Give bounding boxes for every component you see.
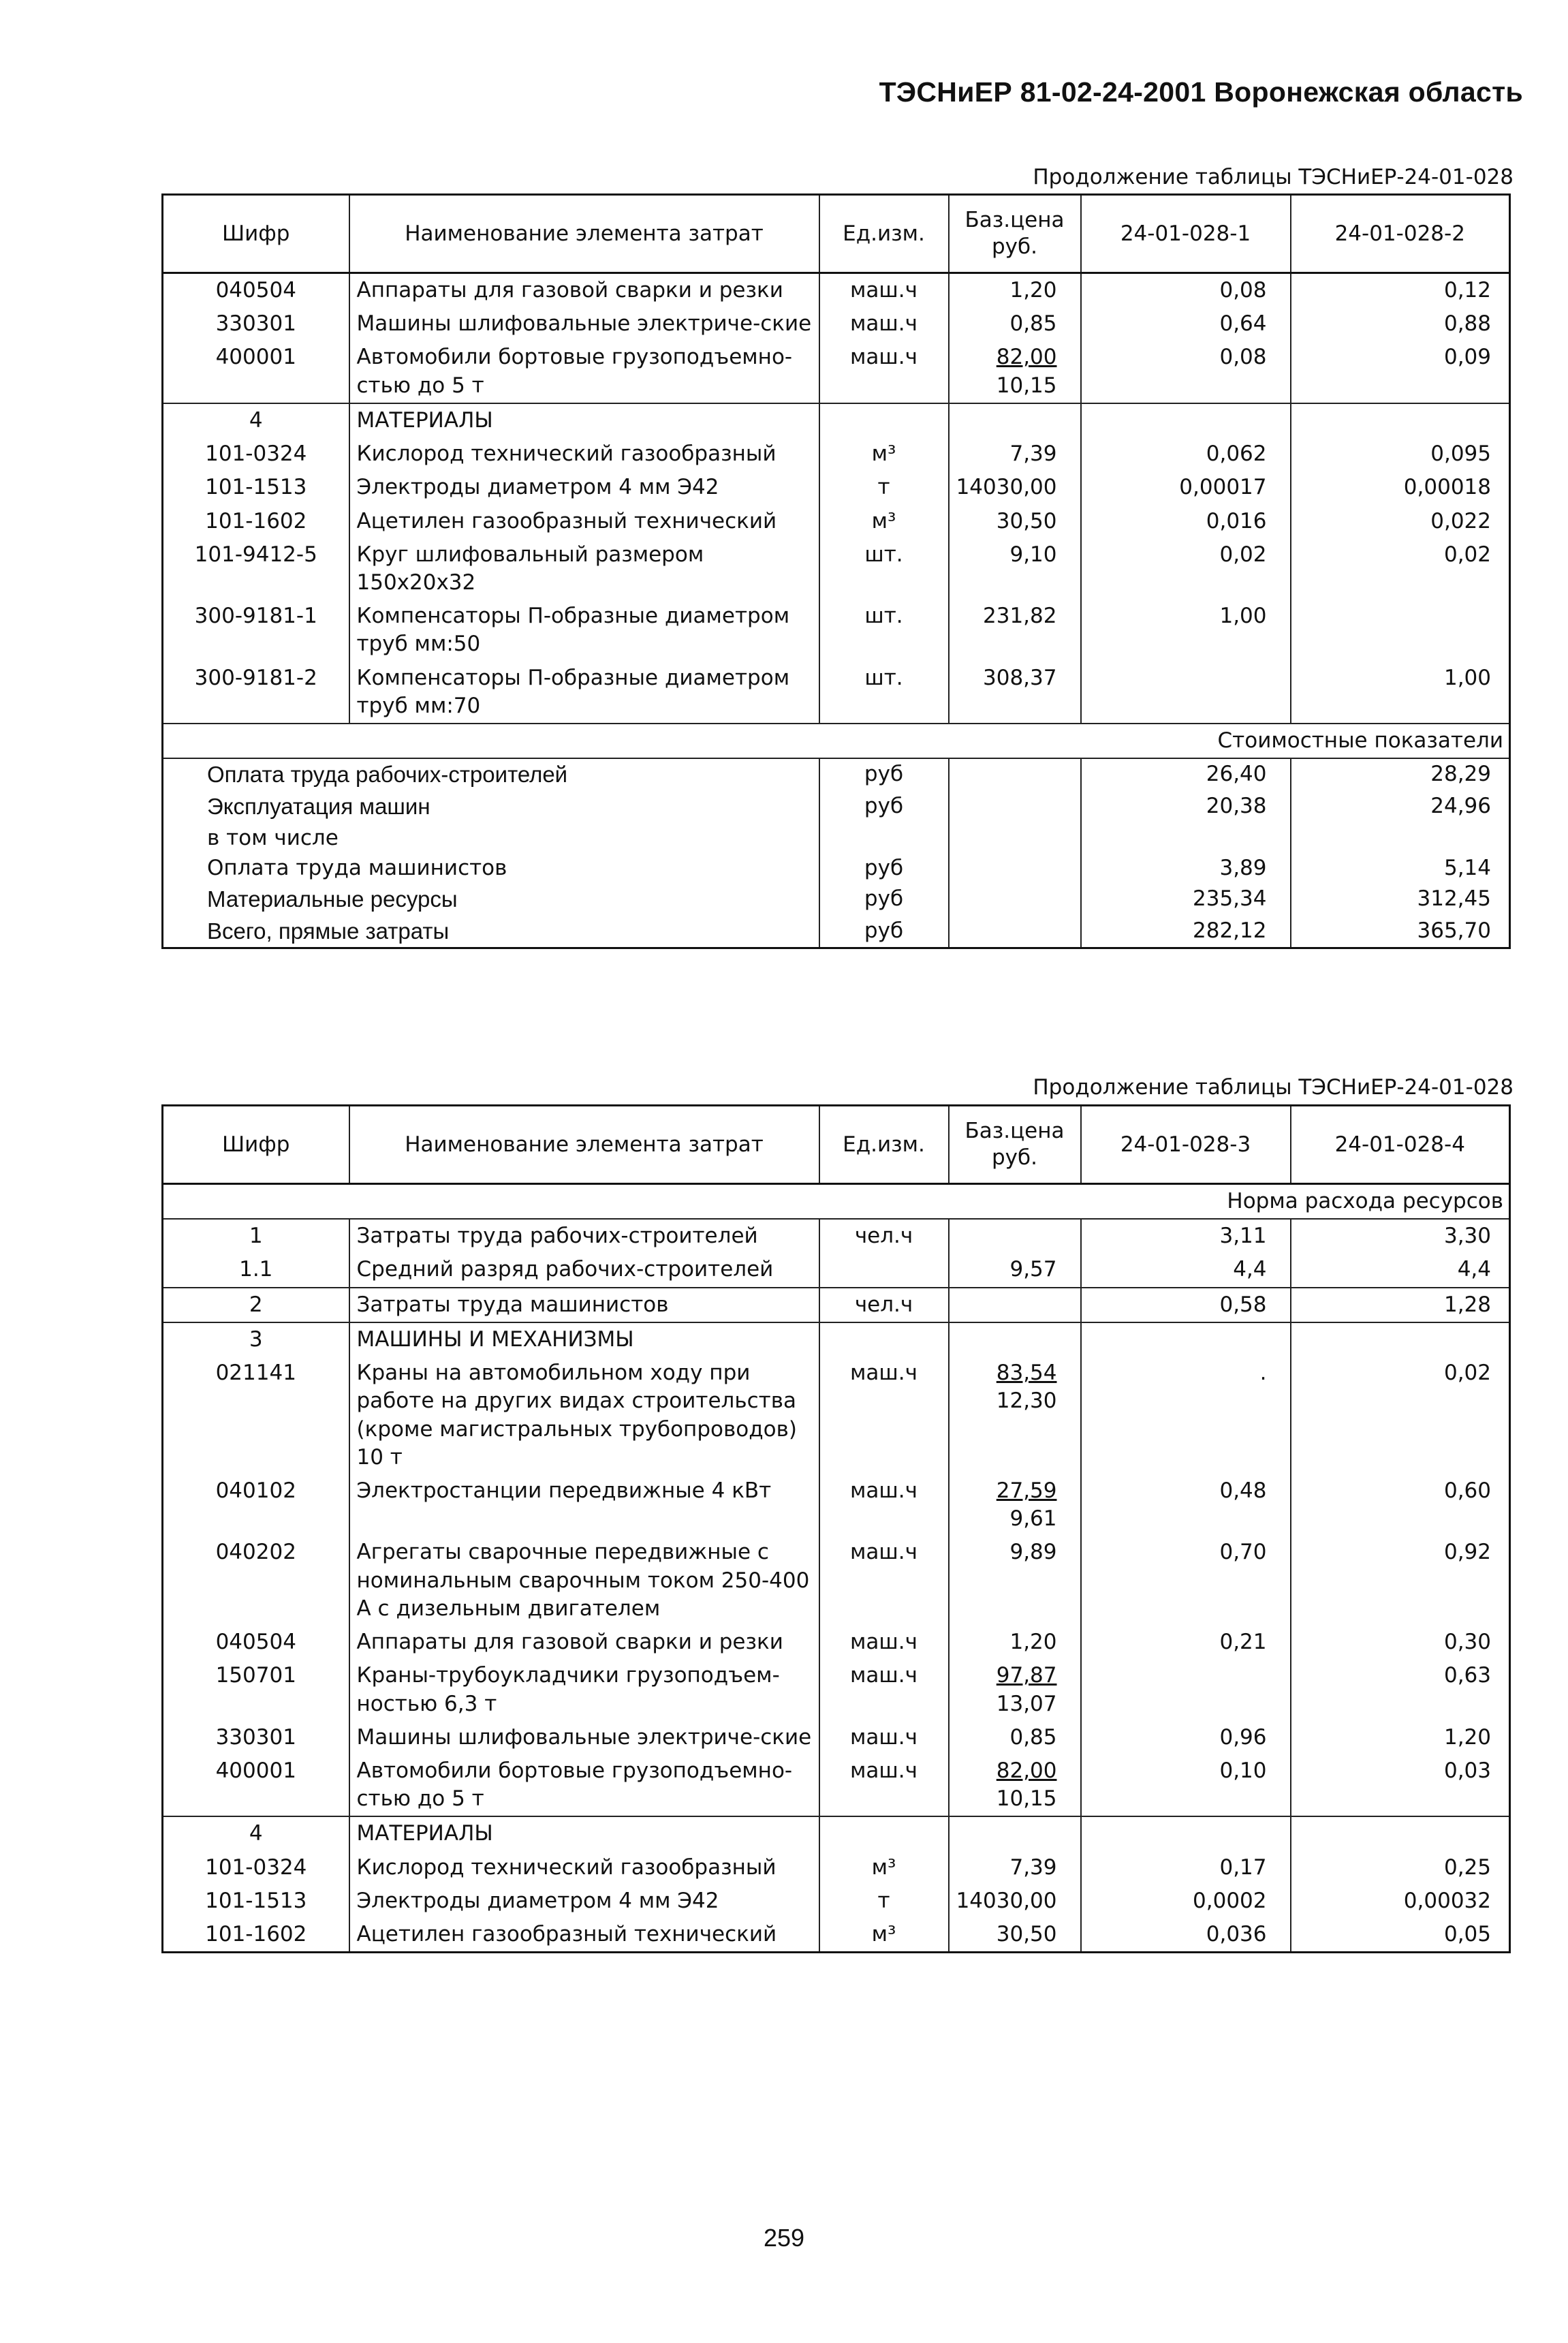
price-value-secondary: 9,61 bbox=[1009, 1506, 1057, 1532]
row-name: Электростанции передвижные 4 кВт bbox=[349, 1474, 819, 1536]
row-code: 101-1513 bbox=[163, 471, 349, 504]
table-row bbox=[163, 600, 1510, 661]
row-value-2: 1,00 bbox=[1291, 662, 1510, 724]
price-value-secondary: 12,30 bbox=[996, 1388, 1057, 1414]
summary-name: в том числе bbox=[163, 823, 819, 853]
row-name: Компенсаторы П-образные диаметром труб мм:70 bbox=[349, 662, 819, 724]
summary-price bbox=[949, 758, 1081, 791]
row-value-2: 0,00032 bbox=[1291, 1884, 1510, 1918]
row-code: 040504 bbox=[163, 273, 349, 308]
row-value-2: 0,022 bbox=[1291, 505, 1510, 538]
row-value-2: 3,30 bbox=[1291, 1219, 1510, 1253]
row-unit: маш.ч bbox=[819, 1626, 949, 1659]
summary-row bbox=[163, 791, 1510, 823]
row-value-2 bbox=[1291, 600, 1510, 661]
row-value-2: 0,25 bbox=[1291, 1851, 1510, 1884]
row-value-1 bbox=[1081, 403, 1291, 437]
summary-price bbox=[949, 823, 1081, 853]
table-row bbox=[163, 437, 1510, 471]
row-unit: м³ bbox=[819, 1918, 949, 1953]
row-unit: т bbox=[819, 471, 949, 504]
table-row bbox=[163, 1322, 1510, 1356]
summary-price bbox=[949, 916, 1081, 948]
summary-value-1: 3,89 bbox=[1081, 853, 1291, 883]
row-value-1: 0,08 bbox=[1081, 341, 1291, 403]
summary-name: Оплата труда рабочих-строителей bbox=[163, 758, 819, 791]
row-price bbox=[949, 1721, 1081, 1754]
row-unit: чел.ч bbox=[819, 1288, 949, 1322]
row-code: 150701 bbox=[163, 1659, 349, 1720]
row-value-2: 1,28 bbox=[1291, 1288, 1510, 1322]
row-value-1: 0,02 bbox=[1081, 538, 1291, 600]
row-value-2 bbox=[1291, 403, 1510, 437]
table1-header-row bbox=[163, 195, 1510, 273]
row-value-1 bbox=[1081, 1659, 1291, 1720]
row-code: 101-1513 bbox=[163, 1884, 349, 1918]
row-unit: шт. bbox=[819, 662, 949, 724]
row-unit bbox=[819, 1253, 949, 1287]
row-price bbox=[949, 1884, 1081, 1918]
summary-value-1: 20,38 bbox=[1081, 791, 1291, 823]
price-value: 308,37 bbox=[983, 665, 1057, 690]
row-code: 400001 bbox=[163, 1754, 349, 1816]
col-header-code: Шифр bbox=[163, 195, 349, 273]
row-code: 101-9412-5 bbox=[163, 538, 349, 600]
summary-row bbox=[163, 916, 1510, 948]
price-value: 9,10 bbox=[1009, 542, 1057, 567]
table-row bbox=[163, 1288, 1510, 1322]
row-price bbox=[949, 1851, 1081, 1884]
summary-value-2: 365,70 bbox=[1291, 916, 1510, 948]
row-name: Краны-трубоукладчики грузоподъем-ностью 6,3 т bbox=[349, 1659, 819, 1720]
row-code: 4 bbox=[163, 1816, 349, 1850]
table-row bbox=[163, 1659, 1510, 1720]
row-value-1: 0,10 bbox=[1081, 1754, 1291, 1816]
row-unit: м³ bbox=[819, 1851, 949, 1884]
row-name: Автомобили бортовые грузоподъемно-стью до 5 т bbox=[349, 341, 819, 403]
row-value-2: 0,88 bbox=[1291, 307, 1510, 341]
row-price bbox=[949, 1754, 1081, 1816]
price-value: 9,89 bbox=[1009, 1540, 1057, 1565]
row-unit: м³ bbox=[819, 505, 949, 538]
row-name: Агрегаты сварочные передвижные с номинальным сварочным током 250-400 А с дизельным двигателем bbox=[349, 1536, 819, 1626]
row-value-1: 0,08 bbox=[1081, 273, 1291, 308]
price-value: 0,85 bbox=[1009, 1724, 1057, 1750]
col-header-unit: Ед.изм. bbox=[819, 195, 949, 273]
row-price bbox=[949, 1322, 1081, 1356]
row-value-1: 0,58 bbox=[1081, 1288, 1291, 1322]
table1-summary-body bbox=[163, 758, 1510, 948]
summary-unit: руб bbox=[819, 916, 949, 948]
row-code: 300-9181-1 bbox=[163, 600, 349, 661]
band-label: Норма расхода ресурсов bbox=[163, 1184, 1510, 1220]
row-unit: т bbox=[819, 1884, 949, 1918]
table2-body bbox=[163, 1219, 1510, 1953]
row-code: 400001 bbox=[163, 341, 349, 403]
price-value-secondary: 10,15 bbox=[996, 1786, 1057, 1812]
price-value: 0,85 bbox=[1009, 311, 1057, 337]
row-value-1 bbox=[1081, 1322, 1291, 1356]
table-row bbox=[163, 1626, 1510, 1659]
row-code: 040202 bbox=[163, 1536, 349, 1626]
row-price bbox=[949, 1816, 1081, 1850]
col-header-name: Наименование элемента затрат bbox=[349, 195, 819, 273]
summary-row bbox=[163, 758, 1510, 791]
summary-name: Эксплуатация машин bbox=[163, 791, 819, 823]
row-value-1: 0,64 bbox=[1081, 307, 1291, 341]
price-value-secondary: 13,07 bbox=[996, 1691, 1057, 1716]
table-row bbox=[163, 273, 1510, 308]
row-value-2: 0,09 bbox=[1291, 341, 1510, 403]
summary-unit bbox=[819, 823, 949, 853]
row-price bbox=[949, 1219, 1081, 1253]
price-value: 83,54 bbox=[996, 1361, 1057, 1386]
row-value-1: 0,96 bbox=[1081, 1721, 1291, 1754]
summary-price bbox=[949, 853, 1081, 883]
row-unit: маш.ч bbox=[819, 273, 949, 308]
page-number: 259 bbox=[763, 2224, 805, 2252]
row-unit: маш.ч bbox=[819, 1721, 949, 1754]
row-unit: маш.ч bbox=[819, 307, 949, 341]
table-row bbox=[163, 341, 1510, 403]
table-row bbox=[163, 1918, 1510, 1953]
row-unit: маш.ч bbox=[819, 1474, 949, 1536]
row-value-1: 0,0002 bbox=[1081, 1884, 1291, 1918]
summary-row bbox=[163, 853, 1510, 883]
summary-price bbox=[949, 791, 1081, 823]
row-value-2: 0,02 bbox=[1291, 1356, 1510, 1474]
summary-value-2 bbox=[1291, 823, 1510, 853]
row-unit: шт. bbox=[819, 538, 949, 600]
summary-name: Всего, прямые затраты bbox=[163, 916, 819, 948]
price-value: 1,20 bbox=[1009, 278, 1057, 302]
summary-value-1 bbox=[1081, 823, 1291, 853]
row-code: 2 bbox=[163, 1288, 349, 1322]
row-name: Аппараты для газовой сварки и резки bbox=[349, 1626, 819, 1659]
col-header-v1: 24-01-028-3 bbox=[1081, 1106, 1291, 1184]
row-price bbox=[949, 1288, 1081, 1322]
row-value-1: 0,70 bbox=[1081, 1536, 1291, 1626]
row-value-2: 0,05 bbox=[1291, 1918, 1510, 1953]
summary-name: Оплата труда машинистов bbox=[163, 853, 819, 883]
row-price bbox=[949, 662, 1081, 724]
resource-table-1 bbox=[161, 193, 1511, 949]
col-header-price: Баз.цена руб. bbox=[949, 195, 1081, 273]
row-value-1 bbox=[1081, 662, 1291, 724]
row-code: 101-0324 bbox=[163, 437, 349, 471]
row-code: 021141 bbox=[163, 1356, 349, 1474]
row-name: МАТЕРИАЛЫ bbox=[349, 1816, 819, 1850]
table-row bbox=[163, 471, 1510, 504]
table2-caption: Продолжение таблицы ТЭСНиЕР-24-01-028 bbox=[1033, 1075, 1514, 1100]
table-row bbox=[163, 1851, 1510, 1884]
row-name: Машины шлифовальные электриче-ские bbox=[349, 1721, 819, 1754]
col-header-v2: 24-01-028-4 bbox=[1291, 1106, 1510, 1184]
row-value-1: 1,00 bbox=[1081, 600, 1291, 661]
row-code: 101-1602 bbox=[163, 505, 349, 538]
table1-caption: Продолжение таблицы ТЭСНиЕР-24-01-028 bbox=[1033, 165, 1514, 189]
row-value-2: 0,92 bbox=[1291, 1536, 1510, 1626]
table-row bbox=[163, 1219, 1510, 1253]
row-value-2: 0,02 bbox=[1291, 538, 1510, 600]
table1-summary bbox=[163, 724, 1510, 758]
price-value: 9,57 bbox=[1009, 1257, 1057, 1282]
summary-value-2: 24,96 bbox=[1291, 791, 1510, 823]
row-price bbox=[949, 1659, 1081, 1720]
summary-row bbox=[163, 884, 1510, 916]
row-code: 1 bbox=[163, 1219, 349, 1253]
row-name: Автомобили бортовые грузоподъемно-стью до 5 т bbox=[349, 1754, 819, 1816]
row-name: Краны на автомобильном ходу при работе на других видах строительства (кроме магистральных трубопроводов) 10 т bbox=[349, 1356, 819, 1474]
row-value-1: 0,016 bbox=[1081, 505, 1291, 538]
row-name: Кислород технический газообразный bbox=[349, 1851, 819, 1884]
row-value-1 bbox=[1081, 1816, 1291, 1850]
row-price bbox=[949, 1356, 1081, 1474]
col-header-code: Шифр bbox=[163, 1106, 349, 1184]
row-unit: маш.ч bbox=[819, 341, 949, 403]
table-row bbox=[163, 1816, 1510, 1850]
row-code: 040102 bbox=[163, 1474, 349, 1536]
row-value-2: 0,095 bbox=[1291, 437, 1510, 471]
row-unit: маш.ч bbox=[819, 1536, 949, 1626]
price-value: 14030,00 bbox=[956, 475, 1057, 500]
row-unit: м³ bbox=[819, 437, 949, 471]
row-price bbox=[949, 1474, 1081, 1536]
price-value: 82,00 bbox=[996, 345, 1057, 370]
row-value-1: 0,48 bbox=[1081, 1474, 1291, 1536]
price-value: 1,20 bbox=[1009, 1630, 1057, 1655]
row-value-1: 0,062 bbox=[1081, 437, 1291, 471]
row-price bbox=[949, 341, 1081, 403]
summary-row bbox=[163, 823, 1510, 853]
table1-body bbox=[163, 273, 1510, 724]
summary-unit: руб bbox=[819, 758, 949, 791]
row-code: 3 bbox=[163, 1322, 349, 1356]
table-row bbox=[163, 403, 1510, 437]
row-value-2: 0,03 bbox=[1291, 1754, 1510, 1816]
row-value-1: . bbox=[1081, 1356, 1291, 1474]
row-price bbox=[949, 403, 1081, 437]
row-price bbox=[949, 1536, 1081, 1626]
summary-value-2: 5,14 bbox=[1291, 853, 1510, 883]
row-code: 101-0324 bbox=[163, 1851, 349, 1884]
row-price bbox=[949, 600, 1081, 661]
row-name: Средний разряд рабочих-строителей bbox=[349, 1253, 819, 1287]
summary-value-1: 26,40 bbox=[1081, 758, 1291, 791]
row-price bbox=[949, 1626, 1081, 1659]
row-code: 1.1 bbox=[163, 1253, 349, 1287]
row-value-2 bbox=[1291, 1322, 1510, 1356]
table-row bbox=[163, 662, 1510, 724]
price-value: 231,82 bbox=[983, 604, 1057, 629]
table-row bbox=[163, 307, 1510, 341]
row-code: 4 bbox=[163, 403, 349, 437]
row-value-2: 0,30 bbox=[1291, 1626, 1510, 1659]
row-name: МАТЕРИАЛЫ bbox=[349, 403, 819, 437]
price-value: 7,39 bbox=[1009, 1855, 1057, 1880]
band-label: Стоимостные показатели bbox=[163, 724, 1510, 758]
col-header-price: Баз.цена руб. bbox=[949, 1106, 1081, 1184]
row-price bbox=[949, 505, 1081, 538]
row-name: Ацетилен газообразный технический bbox=[349, 505, 819, 538]
summary-price bbox=[949, 884, 1081, 916]
col-header-v1: 24-01-028-1 bbox=[1081, 195, 1291, 273]
table-row bbox=[163, 1536, 1510, 1626]
price-value: 14030,00 bbox=[956, 1888, 1057, 1913]
row-price bbox=[949, 307, 1081, 341]
price-value: 30,50 bbox=[996, 1922, 1057, 1947]
row-value-1: 0,21 bbox=[1081, 1626, 1291, 1659]
row-value-2 bbox=[1291, 1816, 1510, 1850]
row-unit bbox=[819, 1322, 949, 1356]
row-value-2: 0,00018 bbox=[1291, 471, 1510, 504]
row-value-1: 0,17 bbox=[1081, 1851, 1291, 1884]
row-price bbox=[949, 471, 1081, 504]
row-name: Электроды диаметром 4 мм Э42 bbox=[349, 471, 819, 504]
row-name: МАШИНЫ И МЕХАНИЗМЫ bbox=[349, 1322, 819, 1356]
row-name: Ацетилен газообразный технический bbox=[349, 1918, 819, 1953]
row-code: 040504 bbox=[163, 1626, 349, 1659]
summary-unit: руб bbox=[819, 884, 949, 916]
row-code: 101-1602 bbox=[163, 1918, 349, 1953]
row-code: 300-9181-2 bbox=[163, 662, 349, 724]
summary-unit: руб bbox=[819, 853, 949, 883]
row-name: Машины шлифовальные электриче-ские bbox=[349, 307, 819, 341]
table-row bbox=[163, 1884, 1510, 1918]
table2-band bbox=[163, 1184, 1510, 1220]
price-value: 97,87 bbox=[996, 1663, 1057, 1688]
price-value: 27,59 bbox=[996, 1478, 1057, 1503]
row-name: Аппараты для газовой сварки и резки bbox=[349, 273, 819, 308]
summary-value-2: 312,45 bbox=[1291, 884, 1510, 916]
row-unit bbox=[819, 1816, 949, 1850]
row-unit: маш.ч bbox=[819, 1356, 949, 1474]
table-row bbox=[163, 1253, 1510, 1287]
row-unit: маш.ч bbox=[819, 1659, 949, 1720]
table-row bbox=[163, 1356, 1510, 1474]
summary-unit: руб bbox=[819, 791, 949, 823]
row-name: Электроды диаметром 4 мм Э42 bbox=[349, 1884, 819, 1918]
table1-band-row bbox=[163, 724, 1510, 758]
row-value-1: 0,00017 bbox=[1081, 471, 1291, 504]
table-row bbox=[163, 505, 1510, 538]
document-header: ТЭСНиЕР 81-02-24-2001 Воронежская область bbox=[879, 76, 1523, 108]
row-value-2: 0,12 bbox=[1291, 273, 1510, 308]
summary-value-1: 282,12 bbox=[1081, 916, 1291, 948]
col-header-unit: Ед.изм. bbox=[819, 1106, 949, 1184]
row-unit: маш.ч bbox=[819, 1754, 949, 1816]
row-code: 330301 bbox=[163, 307, 349, 341]
row-value-1: 4,4 bbox=[1081, 1253, 1291, 1287]
col-header-v2: 24-01-028-2 bbox=[1291, 195, 1510, 273]
row-unit bbox=[819, 403, 949, 437]
table-row bbox=[163, 1754, 1510, 1816]
resource-table-2 bbox=[161, 1104, 1511, 1953]
price-value-secondary: 10,15 bbox=[996, 373, 1057, 398]
table2-header-row bbox=[163, 1106, 1510, 1184]
row-price bbox=[949, 1918, 1081, 1953]
row-value-2: 4,4 bbox=[1291, 1253, 1510, 1287]
row-value-1: 3,11 bbox=[1081, 1219, 1291, 1253]
row-value-2: 0,60 bbox=[1291, 1474, 1510, 1536]
table2-band-row bbox=[163, 1184, 1510, 1220]
row-price bbox=[949, 273, 1081, 308]
summary-name: Материальные ресурсы bbox=[163, 884, 819, 916]
row-price bbox=[949, 437, 1081, 471]
table-row bbox=[163, 538, 1510, 600]
row-name: Затраты труда машинистов bbox=[349, 1288, 819, 1322]
row-value-1: 0,036 bbox=[1081, 1918, 1291, 1953]
row-name: Кислород технический газообразный bbox=[349, 437, 819, 471]
col-header-name: Наименование элемента затрат bbox=[349, 1106, 819, 1184]
price-value: 82,00 bbox=[996, 1758, 1057, 1783]
price-value: 30,50 bbox=[996, 508, 1057, 533]
row-price bbox=[949, 1253, 1081, 1287]
row-value-2: 1,20 bbox=[1291, 1721, 1510, 1754]
row-unit: чел.ч bbox=[819, 1219, 949, 1253]
price-value: 7,39 bbox=[1009, 441, 1057, 467]
summary-value-2: 28,29 bbox=[1291, 758, 1510, 791]
row-name: Круг шлифовальный размером 150x20x32 bbox=[349, 538, 819, 600]
row-price bbox=[949, 538, 1081, 600]
row-value-2: 0,63 bbox=[1291, 1659, 1510, 1720]
row-name: Компенсаторы П-образные диаметром труб мм:50 bbox=[349, 600, 819, 661]
row-unit: шт. bbox=[819, 600, 949, 661]
row-name: Затраты труда рабочих-строителей bbox=[349, 1219, 819, 1253]
summary-value-1: 235,34 bbox=[1081, 884, 1291, 916]
table-row bbox=[163, 1721, 1510, 1754]
table-row bbox=[163, 1474, 1510, 1536]
row-code: 330301 bbox=[163, 1721, 349, 1754]
